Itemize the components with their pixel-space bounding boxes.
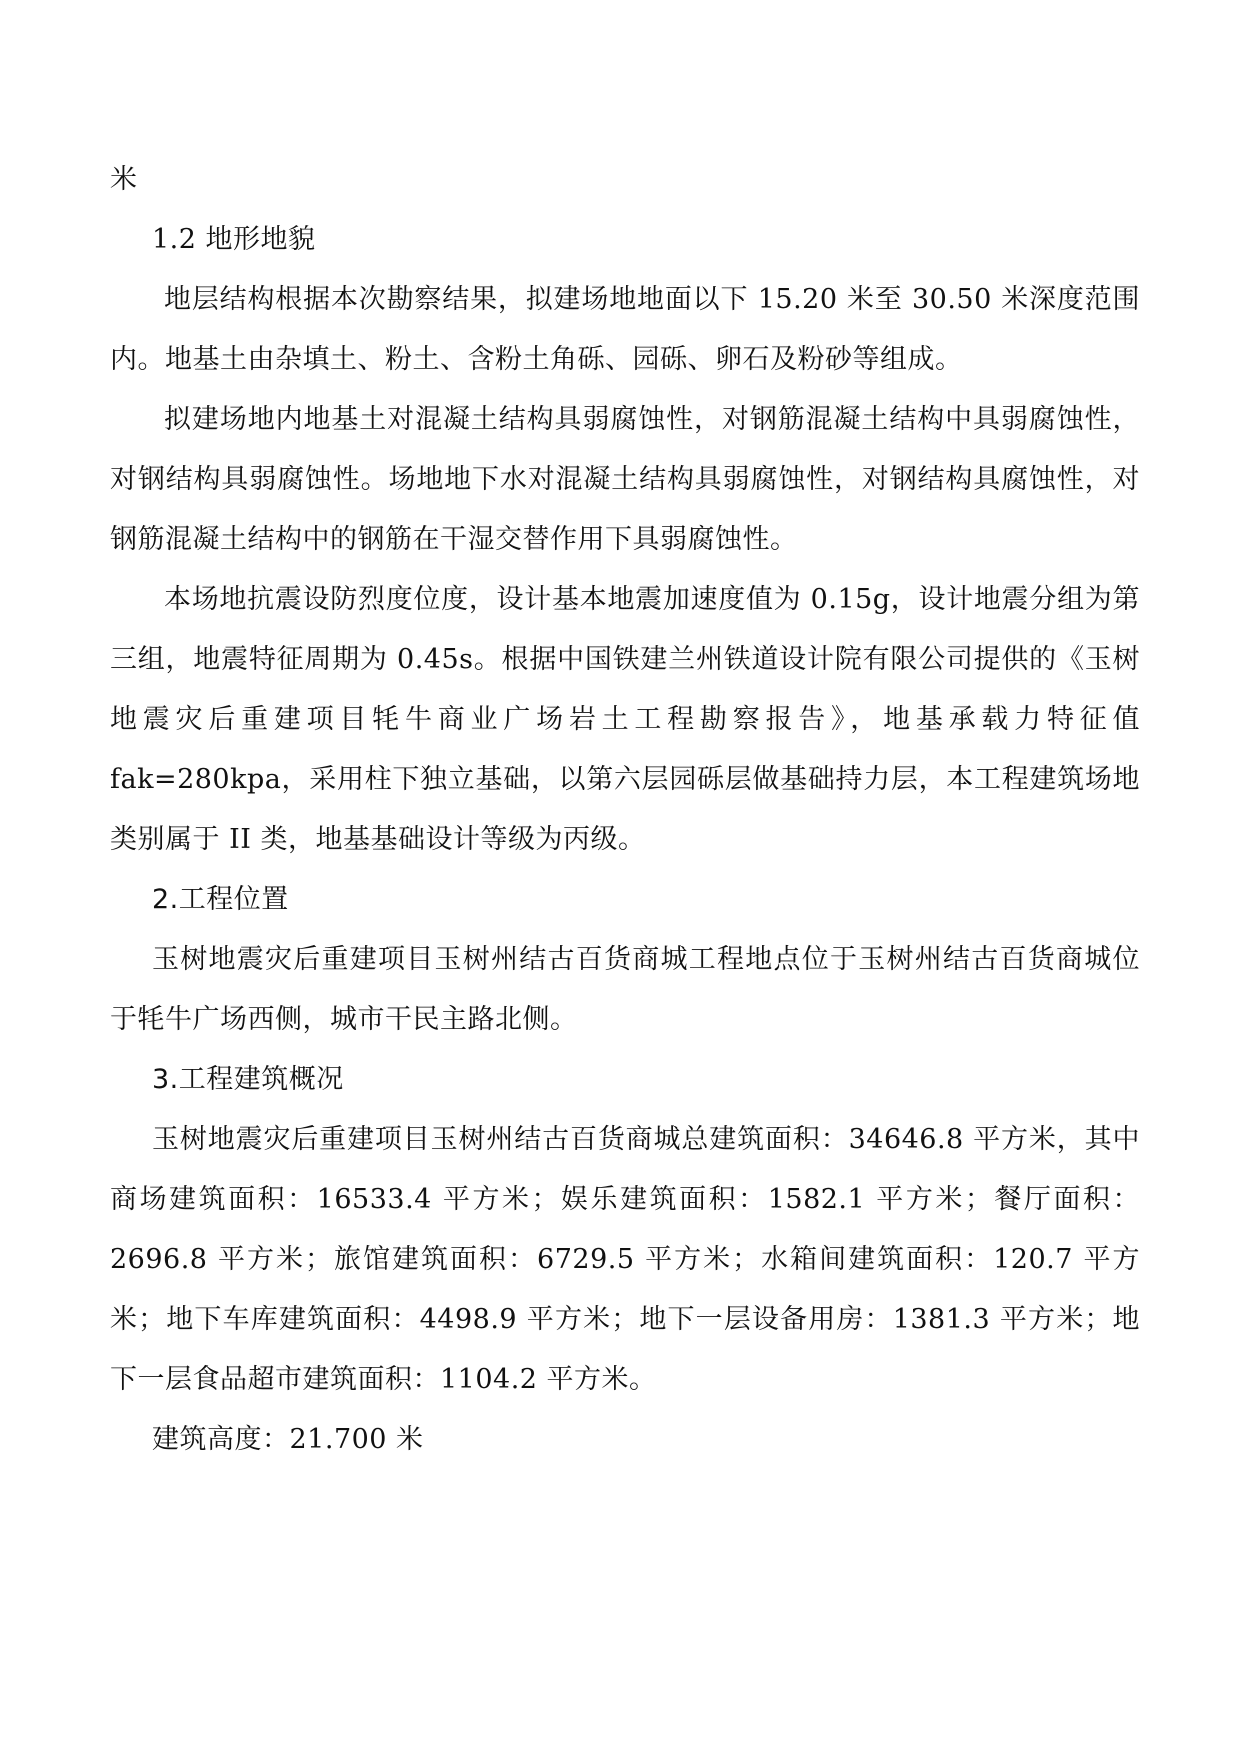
section-heading-overview: 3.工程建筑概况 bbox=[152, 1064, 344, 1095]
paragraph-corrosion: 拟建场地内地基土对混凝土结构具弱腐蚀性，对钢筋混凝土结构中具弱腐蚀性，对钢结构具弱腐蚀性。场地地下水对混凝土结构具弱腐蚀性，对钢结构具腐蚀性，对钢筋混凝土结构中的钢筋在干湿交替作用下具弱腐蚀性。 bbox=[110, 404, 1140, 555]
paragraph-area: 玉树地震灾后重建项目玉树州结古百货商城总建筑面积：34646.8 平方米，其中商场建筑面积：16533.4 平方米；娱乐建筑面积：1582.1 平方米；餐厅面积：2696.8 平方米；旅馆建筑面积：6729.5 平方米；水箱间建筑面积：120.7 平方米；地下车库建筑面积：4498.9 平方米；地下一层设备用房：1381.3 平方米；地下一层食品超市建筑面积：1104.2 平方米。 bbox=[110, 1124, 1140, 1395]
carryover-text: 米 bbox=[110, 164, 138, 195]
paragraph-seismic: 本场地抗震设防烈度位度，设计基本地震加速度值为 0.15g，设计地震分组为第三组，地震特征周期为 0.45s。根据中国铁建兰州铁道设计院有限公司提供的《玉树地震灾后重建项目牦牛商业广场岩土工程勘察报告》，地基承载力特征值 fak=280kpa，采用柱下独立基础，以第六层园砾层做基础持力层，本工程建筑场地类别属于 II 类，地基基础设计等级为丙级。 bbox=[110, 584, 1140, 855]
section-heading-location: 2.工程位置 bbox=[152, 884, 289, 915]
subsection-heading-terrain: 1.2 地形地貌 bbox=[152, 224, 316, 255]
building-height-line: 建筑高度：21.700 米 bbox=[152, 1424, 424, 1455]
document-body bbox=[110, 150, 1140, 1470]
paragraph-strata: 地层结构根据本次勘察结果，拟建场地地面以下 15.20 米至 30.50 米深度范围内。地基土由杂填土、粉土、含粉土角砾、园砾、卵石及粉砂等组成。 bbox=[110, 284, 1140, 375]
paragraph-location: 玉树地震灾后重建项目玉树州结古百货商城工程地点位于玉树州结古百货商城位于牦牛广场西侧，城市干民主路北侧。 bbox=[110, 944, 1140, 1035]
